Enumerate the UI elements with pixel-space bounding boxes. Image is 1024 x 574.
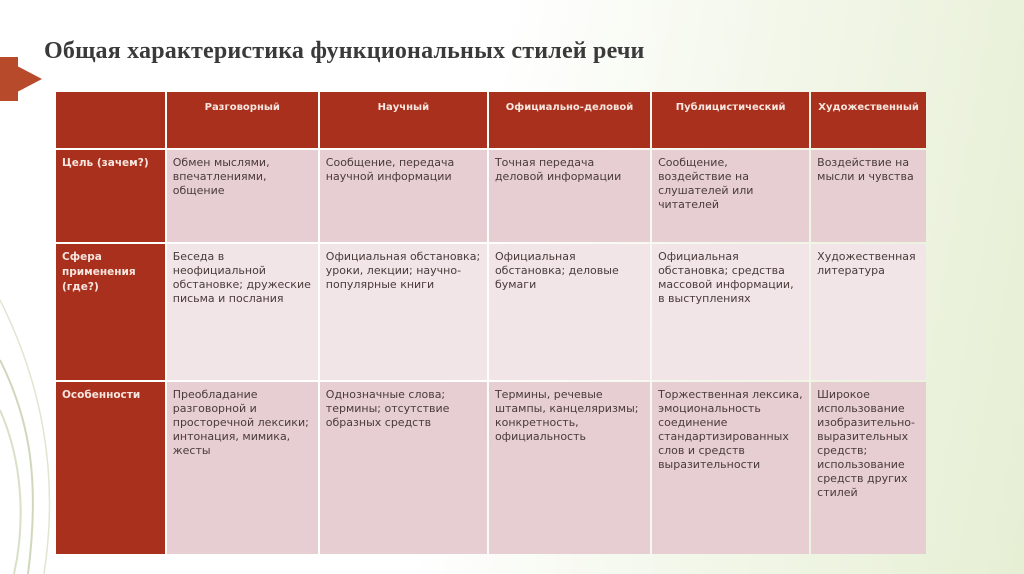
- table-cell: Сообщение, передача научной информации: [320, 150, 487, 242]
- table-cell: Официальная обстановка; деловые бумаги: [489, 244, 650, 380]
- slide-title: Общая характеристика функциональных стилей речи: [44, 38, 645, 64]
- title-marker-arrow: [0, 57, 42, 101]
- table-cell: Однозначные слова; термины; отсутствие образных средств: [320, 382, 487, 554]
- row-label-sphere: Сфера применения (где?): [56, 244, 165, 380]
- header-colloquial: Разговорный: [167, 92, 318, 148]
- header-corner: [56, 92, 165, 148]
- header-journalistic: Публицистический: [652, 92, 809, 148]
- table-cell: Официальная обстановка; уроки, лекции; научно-популярные книги: [320, 244, 487, 380]
- row-label-goal: Цель (зачем?): [56, 150, 165, 242]
- table-cell: Художественная литература: [811, 244, 926, 380]
- header-official: Официально-деловой: [489, 92, 650, 148]
- table-cell: Широкое использование изобразительно-выразительных средств; использование средств других стилей: [811, 382, 926, 554]
- styles-table: [54, 90, 928, 556]
- table-cell: Официальная обстановка; средства массовой информации, в выступлениях: [652, 244, 809, 380]
- table-cell: Торжественная лексика, эмоциональность соединение стандартизированных слов и средств выразительности: [652, 382, 809, 554]
- row-label-features: Особенности: [56, 382, 165, 554]
- table-cell: Точная передача деловой информации: [489, 150, 650, 242]
- header-scientific: Научный: [320, 92, 487, 148]
- table-cell: Беседа в неофициальной обстановке; дружеские письма и послания: [167, 244, 318, 380]
- table-cell: Воздействие на мысли и чувства: [811, 150, 926, 242]
- table-cell: Преобладание разговорной и просторечной лексики; интонация, мимика, жесты: [167, 382, 318, 554]
- table-cell: Сообщение, воздействие на слушателей или читателей: [652, 150, 809, 242]
- table-cell: Термины, речевые штампы, канцеляризмы; конкретность, официальность: [489, 382, 650, 554]
- header-artistic: Художественный: [811, 92, 926, 148]
- table-cell: Обмен мыслями, впечатлениями, общение: [167, 150, 318, 242]
